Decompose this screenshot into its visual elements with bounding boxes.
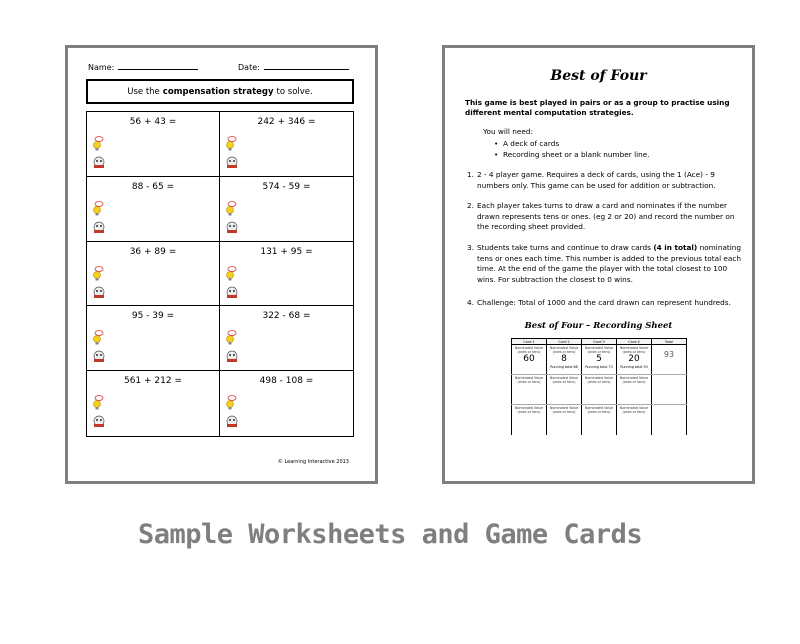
problem-cell	[87, 306, 220, 371]
card-value: 5	[596, 354, 602, 364]
step-number: 3.	[467, 243, 474, 252]
lightbulb-icon	[92, 330, 104, 346]
caption: Sample Worksheets and Game Cards	[138, 519, 643, 550]
table-cell	[512, 375, 547, 405]
running-total	[617, 365, 651, 369]
nominated-label: Nominated Value (ones or tens)	[549, 406, 579, 414]
robot-icon	[92, 286, 106, 298]
problem-text: 36 + 89 =	[129, 246, 177, 257]
instruction-box	[86, 79, 354, 104]
instruction-bold: compensation strategy	[162, 86, 274, 97]
card-value: 20	[628, 354, 640, 364]
problem-cell	[220, 306, 353, 371]
table-cell	[582, 345, 617, 375]
name-field	[88, 62, 198, 72]
problem-text: 242 + 346 =	[257, 117, 316, 127]
running-label: Running total	[550, 365, 573, 369]
table-cell	[617, 345, 652, 375]
nominated-label: Nominated Value (ones or tens)	[584, 376, 614, 384]
step-text: Each player takes turns to draw a card and nominates if the number drawn represents tens or ones. (eg 2 or 20) and record the number on the recording sheet provided.	[477, 201, 735, 231]
lightbulb-icon	[225, 330, 237, 346]
date-label: Date:	[238, 63, 260, 72]
problem-text: 56 + 43 =	[129, 117, 177, 127]
recording-sheet-table	[511, 338, 687, 435]
running-total	[582, 365, 616, 369]
nominated-label: Nominated Value (ones or tens)	[514, 376, 544, 384]
problem-cell	[220, 112, 353, 177]
nominated-label: Nominated Value (ones or tens)	[619, 346, 649, 354]
running-value: 73	[608, 365, 613, 369]
problem-text: 561 + 212 =	[123, 376, 183, 387]
total-value: 93	[663, 350, 675, 359]
step-text: Challenge: Total of 1000 and the card drawn can represent hundreds.	[477, 298, 731, 307]
nominated-label: Nominated Value (ones or tens)	[549, 346, 579, 354]
table-header-total: Total	[652, 339, 687, 345]
needs-item: • A deck of cards	[503, 138, 650, 149]
problem-text: 574 - 59 =	[262, 181, 311, 192]
instruction-pre: Use the	[127, 86, 160, 97]
table-cell	[512, 405, 547, 435]
step-text	[473, 243, 743, 285]
table-cell	[547, 375, 582, 405]
needs-item: • Recording sheet or a blank number line.	[503, 149, 650, 160]
problem-cell	[87, 242, 220, 307]
robot-icon	[92, 156, 106, 168]
step-3	[467, 243, 743, 285]
robot-icon	[225, 156, 239, 168]
problem-cell	[87, 112, 220, 177]
step-4	[467, 298, 743, 309]
game-intro: This game is best played in pairs or as a group to practise using different mental computation strategies.	[465, 98, 730, 117]
needs-list	[503, 138, 650, 160]
problem-text: 498 - 108 =	[259, 376, 314, 387]
table-cell	[547, 405, 582, 435]
card-value: 60	[523, 354, 535, 364]
robot-icon	[92, 415, 106, 427]
nominated-label: Nominated Value (ones or tens)	[584, 346, 614, 354]
problem-cell	[220, 371, 353, 436]
table-row	[512, 405, 687, 435]
robot-icon	[225, 286, 239, 298]
nominated-label: Nominated Value (ones or tens)	[584, 406, 614, 414]
lightbulb-icon	[92, 395, 104, 411]
table-header-card-1: Card 1	[512, 339, 547, 345]
worksheet-page	[65, 45, 378, 484]
problem-cell	[220, 242, 353, 307]
table-cell	[652, 405, 687, 435]
step-number: 2.	[467, 201, 474, 210]
table-cell	[582, 405, 617, 435]
step-1	[467, 170, 743, 191]
table-cell	[617, 375, 652, 405]
game-title: Best of Four	[550, 68, 647, 84]
step-number: 4.	[467, 298, 474, 307]
robot-icon	[225, 221, 239, 233]
step-text-bold: (4 in total)	[653, 243, 698, 252]
problem-text: 95 - 39 =	[131, 311, 175, 322]
table-cell	[652, 375, 687, 405]
table-header-card-3: Card 3	[582, 339, 617, 345]
problem-cell	[87, 371, 220, 436]
step-text: 2 - 4 player game. Requires a deck of cards, using the 1 (Ace) - 9 numbers only. This game can be used for addition or subtraction.	[477, 170, 716, 190]
step-text-pre: Students take turns and continue to draw cards	[477, 243, 651, 252]
problem-text: 131 + 95 =	[260, 246, 313, 257]
lightbulb-icon	[225, 395, 237, 411]
robot-icon	[225, 415, 239, 427]
running-total	[547, 365, 581, 369]
recording-sheet-title: Best of Four – Recording Sheet	[524, 321, 673, 331]
lightbulb-icon	[225, 136, 237, 152]
nominated-label: Nominated Value (ones or tens)	[619, 376, 649, 384]
running-label: Running total	[585, 365, 608, 369]
table-row	[512, 345, 687, 375]
robot-icon	[92, 350, 106, 362]
problem-text: 88 - 65 =	[131, 181, 175, 192]
lightbulb-icon	[92, 266, 104, 282]
step-text-post: nominating tens or ones each time. This number is added to the previous total each time. At the end of the game the player with the total closest to 100 wins. For subtraction the closest to 0 wins.	[477, 243, 742, 284]
lightbulb-icon	[225, 201, 237, 217]
step-2	[467, 201, 743, 233]
name-label: Name:	[88, 63, 115, 72]
table-header-card-2: Card 2	[547, 339, 582, 345]
table-cell	[617, 405, 652, 435]
card-value: 8	[561, 354, 567, 364]
table-cell	[582, 375, 617, 405]
running-label: Running total	[620, 365, 643, 369]
table-cell	[547, 345, 582, 375]
needs-label: You will need:	[483, 127, 533, 136]
nominated-label: Nominated Value (ones or tens)	[619, 406, 649, 414]
nominated-label: Nominated Value (ones or tens)	[549, 376, 579, 384]
lightbulb-icon	[92, 136, 104, 152]
robot-icon	[92, 221, 106, 233]
nominated-label: Nominated Value (ones or tens)	[514, 346, 544, 354]
robot-icon	[225, 350, 239, 362]
copyright: © Learning Interactive 2013	[277, 459, 349, 465]
problem-cell	[87, 177, 220, 242]
table-cell	[512, 345, 547, 375]
nominated-label: Nominated Value (ones or tens)	[514, 406, 544, 414]
lightbulb-icon	[225, 266, 237, 282]
name-line	[118, 62, 198, 70]
table-row	[512, 375, 687, 405]
game-card-page	[442, 45, 755, 484]
problem-grid	[86, 111, 354, 437]
running-value: 68	[573, 365, 578, 369]
date-line	[264, 62, 349, 70]
instruction-post: to solve.	[276, 86, 313, 97]
table-header-card-4: Card 4	[617, 339, 652, 345]
running-value: 93	[643, 365, 648, 369]
lightbulb-icon	[92, 201, 104, 217]
problem-text: 322 - 68 =	[262, 311, 311, 322]
problem-cell	[220, 177, 353, 242]
step-number: 1.	[467, 170, 474, 179]
table-cell	[652, 345, 687, 375]
date-field	[238, 62, 349, 72]
